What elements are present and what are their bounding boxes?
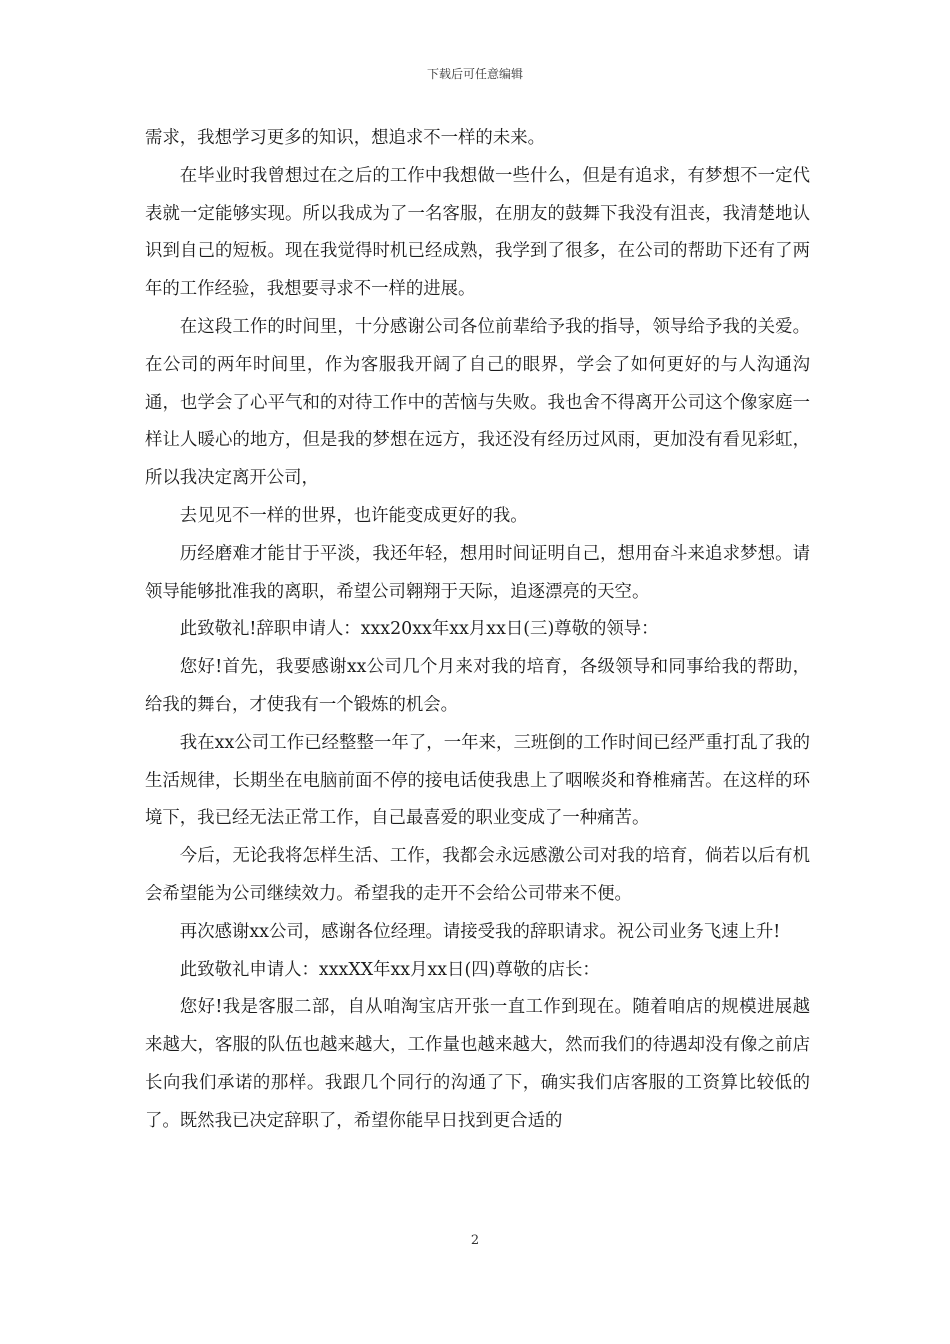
paragraph: 需求，我想学习更多的知识，想追求不一样的未来。 <box>145 128 545 148</box>
page-header: 下载后可任意编辑 <box>426 67 523 81</box>
paragraph: 去见见不一样的世界，也许能变成更好的我。 <box>179 505 528 526</box>
paragraph: 今后，无论我将怎样生活、工作，我都会永远感激公司对我的培育，倘若以后有机会希望能为公司继续效力。希望我的走开不会给公司带来不便。 <box>145 846 810 904</box>
paragraph: 您好!首先，我要感谢xx公司几个月来对我的培育，各级领导和同事给我的帮助，给我的舞台，才使我有一个锻炼的机会。 <box>145 657 810 715</box>
paragraph: 再次感谢xx公司，感谢各位经理。请接受我的辞职请求。祝公司业务飞速上升! <box>179 921 781 942</box>
page-number: 2 <box>470 1233 480 1248</box>
paragraph: 在这段工作的时间里，十分感谢公司各位前辈给予我的指导，领导给予我的关爱。在公司的两年时间里，作为客服我开阔了自己的眼界，学会了如何更好的与人沟通沟通，也学会了心平气和的对待工作中的苦恼与失败。我也舍不得离开公司这个像家庭一样让人暖心的地方，但是我的梦想在远方，我还没有经历过风雨，更加没有看见彩虹，所以我决定离开公司， <box>145 316 810 489</box>
paragraph: 历经磨难才能甘于平淡，我还年轻，想用时间证明自己，想用奋斗来追求梦想。请领导能够批准我的离职，希望公司翱翔于天际，追逐漂亮的天空。 <box>145 543 810 602</box>
paragraph: 您好!我是客服二部，自从咱淘宝店开张一直工作到现在。随着咱店的规模进展越来越大，客服的队伍也越来越大，工作量也越来越大，然而我们的待遇却没有像之前店长向我们承诺的那样。我跟几个同行的沟通了下，确实我们店客服的工资算比较低的了。既然我已决定辞职了，希望你能早日找到更合适的 <box>145 997 810 1131</box>
paragraph: 在毕业时我曾想过在之后的工作中我想做一些什么，但是有追求，有梦想不一定代表就一定能够实现。所以我成为了一名客服，在朋友的鼓舞下我没有沮丧，我清楚地认识到自己的短板。现在我觉得时机已经成熟，我学到了很多，在公司的帮助下还有了两年的工作经验，我想要寻求不一样的进展。 <box>145 165 810 300</box>
paragraph: 我在xx公司工作已经整整一年了，一年来，三班倒的工作时间已经严重打乱了我的生活规律，长期坐在电脑前面不停的接电话使我患上了咽喉炎和脊椎痛苦。在这样的环境下，我已经无法正常工作，自己最喜爱的职业变成了一种痛苦。 <box>145 732 810 829</box>
document-body <box>145 120 810 1141</box>
paragraph: 此致敬礼申请人：xxxXX年xx月xx日(四)尊敬的店长： <box>179 959 600 980</box>
paragraph: 此致敬礼!辞职申请人：xxx20xx年xx月xx日(三)尊敬的领导： <box>179 619 659 640</box>
